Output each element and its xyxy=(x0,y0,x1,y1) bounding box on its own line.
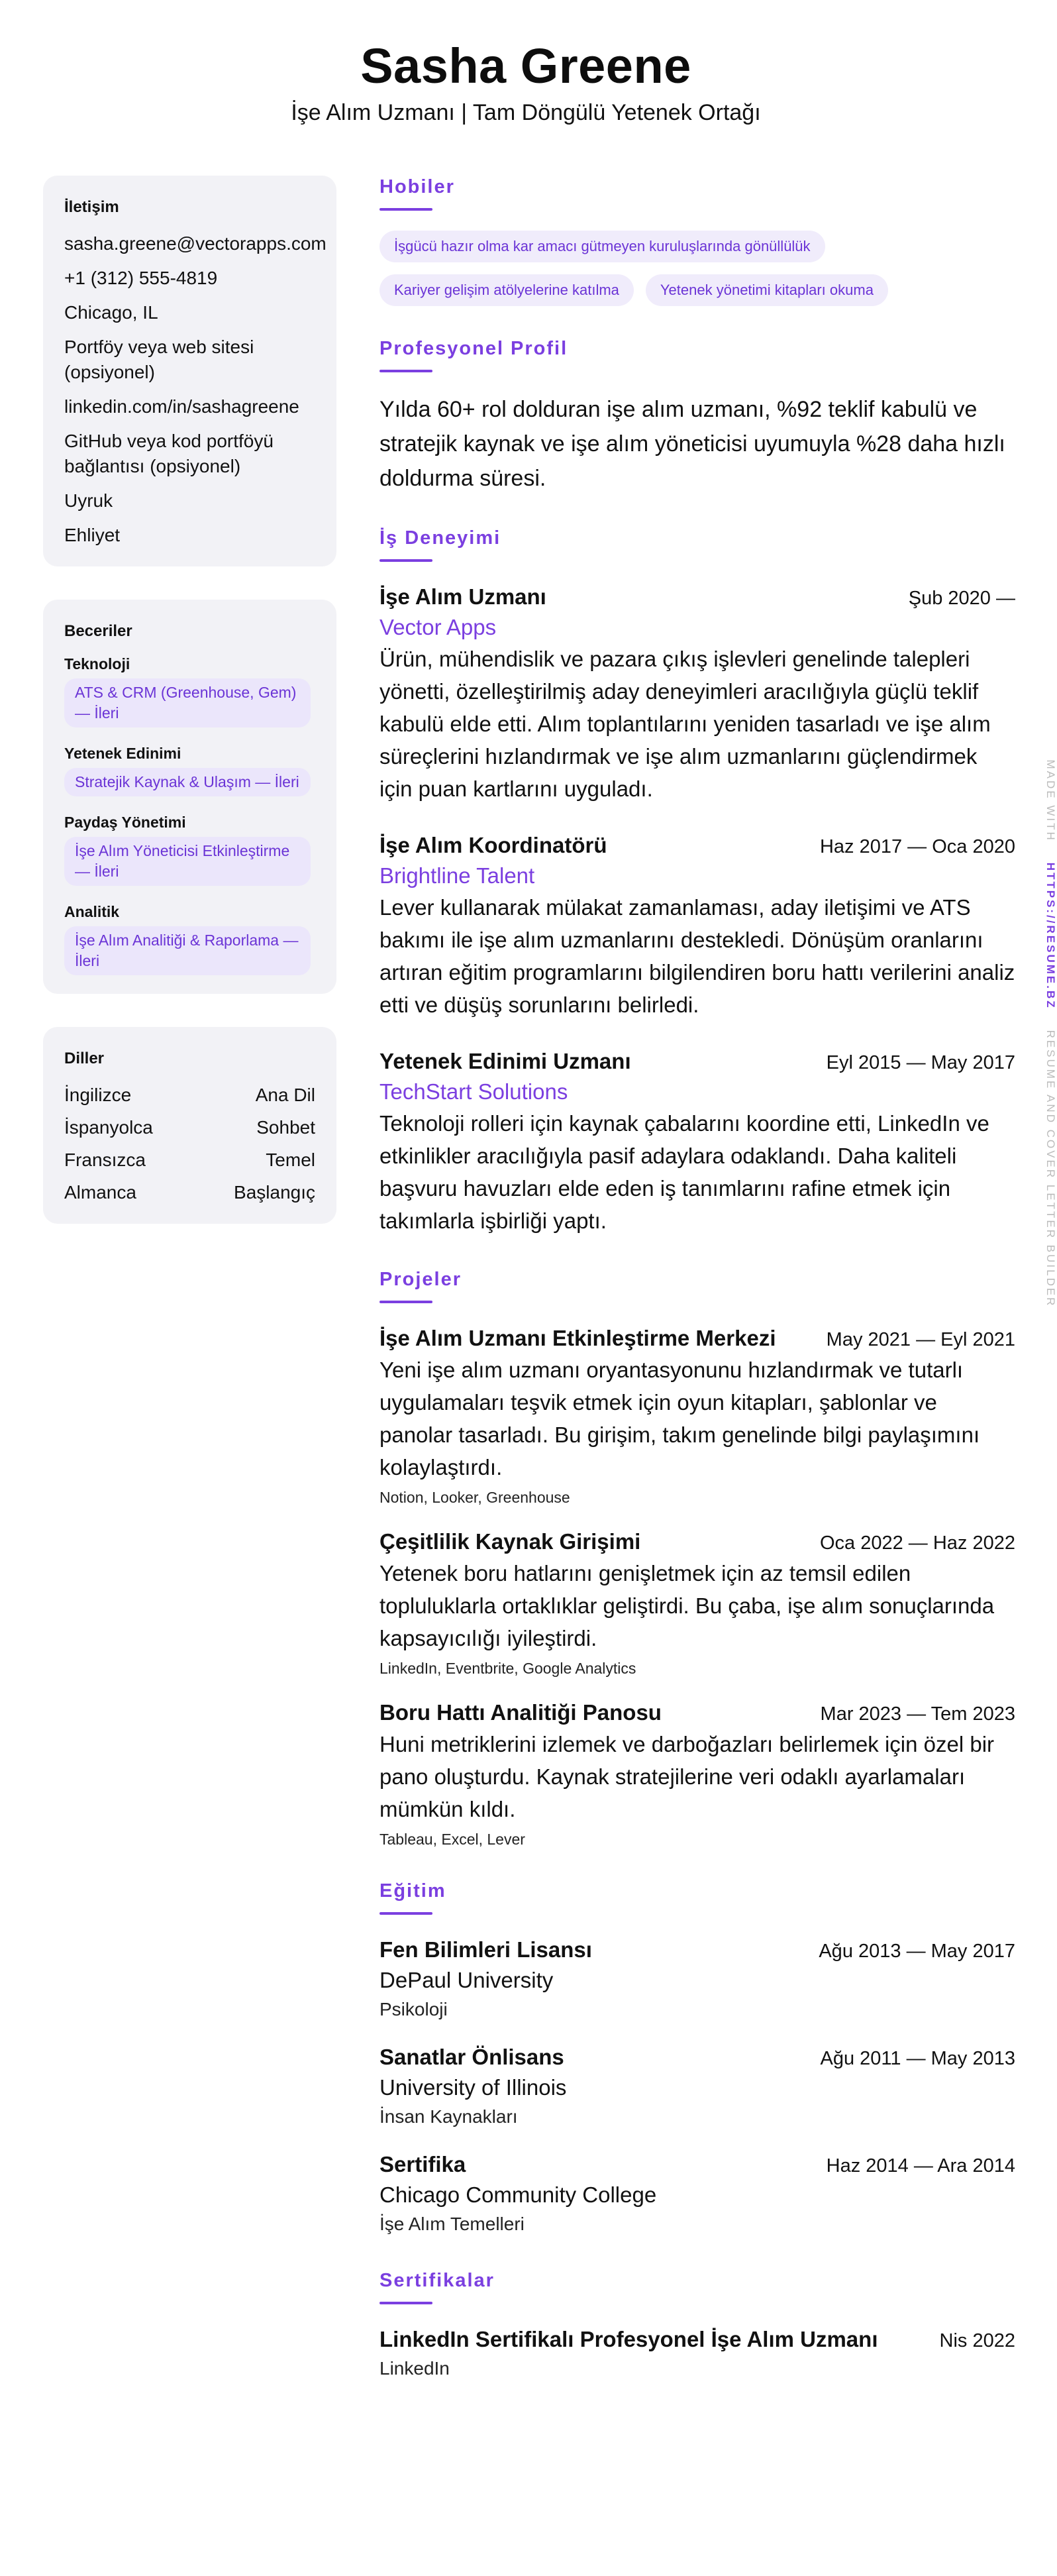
project-tech: LinkedIn, Eventbrite, Google Analytics xyxy=(379,1660,636,1677)
hobbies-title: Hobiler xyxy=(379,176,455,197)
section-underline xyxy=(379,1912,432,1915)
languages-card xyxy=(43,1027,336,1224)
language-name: Almanca xyxy=(64,1182,136,1203)
language-row xyxy=(64,1115,315,1140)
certifications-section xyxy=(379,2267,1015,2383)
watermark-suffix: RESUME AND COVER LETTER BUILDER xyxy=(1044,1030,1057,1308)
degree-name: Fen Bilimleri Lisansı xyxy=(379,1937,592,1962)
skill-category: Teknoloji xyxy=(64,655,130,672)
skill-group xyxy=(64,814,315,886)
project-name: İşe Alım Uzmanı Etkinleştirme Merkezi xyxy=(379,1326,776,1350)
profile-text: Yılda 60+ rol dolduran işe alım uzmanı, %92 teklif kabulü ve stratejik kaynak ve işe alım yöneticisi uyumuyla %28 daha hızlı doldurma süresi. xyxy=(379,397,1005,491)
experience-entry xyxy=(379,582,1015,805)
skills-title: Beceriler xyxy=(64,622,132,640)
education-entry xyxy=(379,2042,1015,2131)
education-entry xyxy=(379,2149,1015,2238)
watermark-prefix: MADE WITH xyxy=(1044,759,1057,842)
project-tech: Notion, Looker, Greenhouse xyxy=(379,1489,570,1506)
hobbies-section xyxy=(379,174,1015,306)
degree-name: Sanatlar Önlisans xyxy=(379,2045,564,2069)
project-date: Oca 2022 — Haz 2022 xyxy=(819,1532,1015,1554)
contact-email[interactable]: sasha.greene@vectorapps.com xyxy=(64,233,327,254)
skill-category: Analitik xyxy=(64,903,120,920)
skill-pill: İşe Alım Analitiği & Raporlama — İleri xyxy=(64,926,311,975)
job-company: Brightline Talent xyxy=(379,863,535,888)
contact-phone[interactable]: +1 (312) 555-4819 xyxy=(64,268,218,288)
section-underline xyxy=(379,559,432,562)
school-name: University of Illinois xyxy=(379,2075,567,2100)
contact-nationality: Uyruk xyxy=(64,490,113,511)
study-field: Psikoloji xyxy=(379,1999,448,2019)
job-date: Haz 2017 — Oca 2020 xyxy=(819,836,1015,857)
projects-title: Projeler xyxy=(379,1269,462,1290)
certifications-title: Sertifikalar xyxy=(379,2270,495,2291)
skill-group xyxy=(64,903,315,975)
project-date: May 2021 — Eyl 2021 xyxy=(826,1329,1015,1350)
contact-linkedin[interactable]: linkedin.com/in/sashagreene xyxy=(64,396,299,417)
project-name: Boru Hattı Analitiği Panosu xyxy=(379,1700,662,1725)
school-name: Chicago Community College xyxy=(379,2182,657,2207)
project-name: Çeşitlilik Kaynak Girişimi xyxy=(379,1529,641,1554)
certification-date: Nis 2022 xyxy=(939,2330,1015,2351)
skill-pill: ATS & CRM (Greenhouse, Gem) — İleri xyxy=(64,678,311,727)
skills-card xyxy=(43,600,336,994)
section-underline xyxy=(379,370,432,372)
candidate-name: Sasha Greene xyxy=(360,38,691,93)
projects-section xyxy=(379,1266,1015,1849)
project-description: Huni metriklerini izlemek ve darboğazları belirlemek için özel bir pano oluşturdu. Kaynak stratejilerine veri odaklı ayarlamaları mümkün kıldı. xyxy=(379,1732,995,1821)
job-date: Şub 2020 — xyxy=(908,588,1015,609)
experience-section xyxy=(379,525,1015,1237)
certification-issuer: LinkedIn xyxy=(379,2358,450,2379)
certification-name: LinkedIn Sertifikalı Profesyonel İşe Alım Uzmanı xyxy=(379,2327,878,2351)
language-name: İspanyolca xyxy=(64,1117,153,1138)
job-description: Teknoloji rolleri için kaynak çabalarını koordine etti, LinkedIn ve etkinlikler aracılığıyla pasif adaylara odaklandı. Daha kaliteli başvuru havuzları elde eden iş tanımlarını rafine etmek için takımlarla işbirliği yaptı. xyxy=(379,1111,989,1233)
language-level: Başlangıç xyxy=(234,1182,315,1203)
education-date: Haz 2014 — Ara 2014 xyxy=(826,2155,1015,2176)
job-description: Ürün, mühendislik ve pazara çıkış işlevleri genelinde talepleri yönetti, özelleştirilmiş aday deneyimleri aracılığıyla güçlü teklif kabulü elde etti. Alım toplantılarını yeniden tasarladı ve işe alım süreçlerini hızlandırmak ve işe alım uzmanlarını güçlendirmek için puan kartlarını uyguladı. xyxy=(379,647,991,801)
contact-card xyxy=(43,176,336,566)
hobby-tag: Kariyer gelişim atölyelerine katılma xyxy=(379,274,634,306)
education-title: Eğitim xyxy=(379,1880,446,1902)
project-entry xyxy=(379,1697,1015,1849)
watermark-link[interactable]: HTTPS://RESUME.BZ xyxy=(1044,862,1057,1010)
profile-title: Profesyonel Profil xyxy=(379,338,568,359)
candidate-subtitle: İşe Alım Uzmanı | Tam Döngülü Yetenek Ortağı xyxy=(291,100,761,125)
languages-title: Diller xyxy=(64,1049,105,1067)
education-date: Ağu 2011 — May 2013 xyxy=(820,2048,1015,2069)
job-role: İşe Alım Uzmanı xyxy=(379,584,546,609)
section-underline xyxy=(379,2302,432,2304)
education-date: Ağu 2013 — May 2017 xyxy=(819,1941,1015,1962)
project-date: Mar 2023 — Tem 2023 xyxy=(820,1703,1015,1725)
skill-category: Paydaş Yönetimi xyxy=(64,814,186,831)
hobby-tags xyxy=(379,231,1015,306)
project-description: Yeni işe alım uzmanı oryantasyonunu hızlandırmak ve tutarlı uygulamaları teşvik etmek için oyun kitapları, şablonlar ve panolar tasarladı. Bu girişim, takım genelinde bilgi paylaşımını kolaylaştırdı. xyxy=(379,1358,980,1479)
job-company: TechStart Solutions xyxy=(379,1079,568,1104)
contact-github[interactable]: GitHub veya kod portföyü bağlantısı (opsiyonel) xyxy=(64,431,274,476)
contact-location: Chicago, IL xyxy=(64,302,158,323)
language-level: Sohbet xyxy=(256,1117,315,1138)
school-name: DePaul University xyxy=(379,1968,554,1992)
language-row xyxy=(64,1180,315,1205)
profile-section xyxy=(379,335,1015,496)
hobby-tag: İşgücü hazır olma kar amacı gütmeyen kuruluşlarında gönüllülük xyxy=(379,231,825,262)
resume-header xyxy=(0,36,1052,127)
hobby-tag: Yetenek yönetimi kitapları okuma xyxy=(646,274,888,306)
study-field: İşe Alım Temelleri xyxy=(379,2214,525,2234)
section-underline xyxy=(379,1301,432,1303)
skill-pill: Stratejik Kaynak & Ulaşım — İleri xyxy=(64,768,311,796)
skill-group xyxy=(64,655,315,727)
sidebar xyxy=(43,176,336,1257)
project-entry xyxy=(379,1323,1015,1507)
language-name: Fransızca xyxy=(64,1150,146,1170)
job-date: Eyl 2015 — May 2017 xyxy=(826,1052,1015,1073)
certification-entry xyxy=(379,2324,1015,2383)
skill-category: Yetenek Edinimi xyxy=(64,745,181,762)
experience-entry xyxy=(379,1046,1015,1237)
study-field: İnsan Kaynakları xyxy=(379,2106,518,2127)
language-name: İngilizce xyxy=(64,1085,132,1105)
language-level: Ana Dil xyxy=(255,1085,315,1105)
job-company: Vector Apps xyxy=(379,615,497,639)
contact-portfolio[interactable]: Portföy veya web sitesi (opsiyonel) xyxy=(64,337,254,382)
job-description: Lever kullanarak mülakat zamanlaması, aday iletişimi ve ATS bakımı ile işe alım uzmanlarını destekledi. Dönüşüm oranlarını artıran eğitim programlarını bilgilendiren boru hattı verilerini analiz etti ve düşüş sorunlarını belirledi. xyxy=(379,895,1015,1017)
project-description: Yetenek boru hatlarını genişletmek için az temsil edilen topluluklarla ortaklıklar geliştirdi. Bu çaba, işe alım sonuçlarında kapsayıcılığı iyileştirdi. xyxy=(379,1561,995,1650)
contact-title: İletişim xyxy=(64,198,119,216)
job-role: Yetenek Edinimi Uzmanı xyxy=(379,1049,631,1073)
education-section xyxy=(379,1878,1015,2238)
section-underline xyxy=(379,208,432,211)
job-role: İşe Alım Koordinatörü xyxy=(379,833,607,857)
language-row xyxy=(64,1083,315,1108)
language-level: Temel xyxy=(266,1150,315,1170)
language-row xyxy=(64,1148,315,1173)
experience-entry xyxy=(379,830,1015,1021)
contact-license: Ehliyet xyxy=(64,525,121,545)
project-tech: Tableau, Excel, Lever xyxy=(379,1831,525,1848)
skill-group xyxy=(64,745,315,796)
degree-name: Sertifika xyxy=(379,2152,466,2176)
education-entry xyxy=(379,1935,1015,2023)
main-content xyxy=(379,174,1015,2383)
skill-pill: İşe Alım Yöneticisi Etkinleştirme — İleri xyxy=(64,837,311,886)
project-entry xyxy=(379,1527,1015,1678)
experience-title: İş Deneyimi xyxy=(379,527,501,549)
